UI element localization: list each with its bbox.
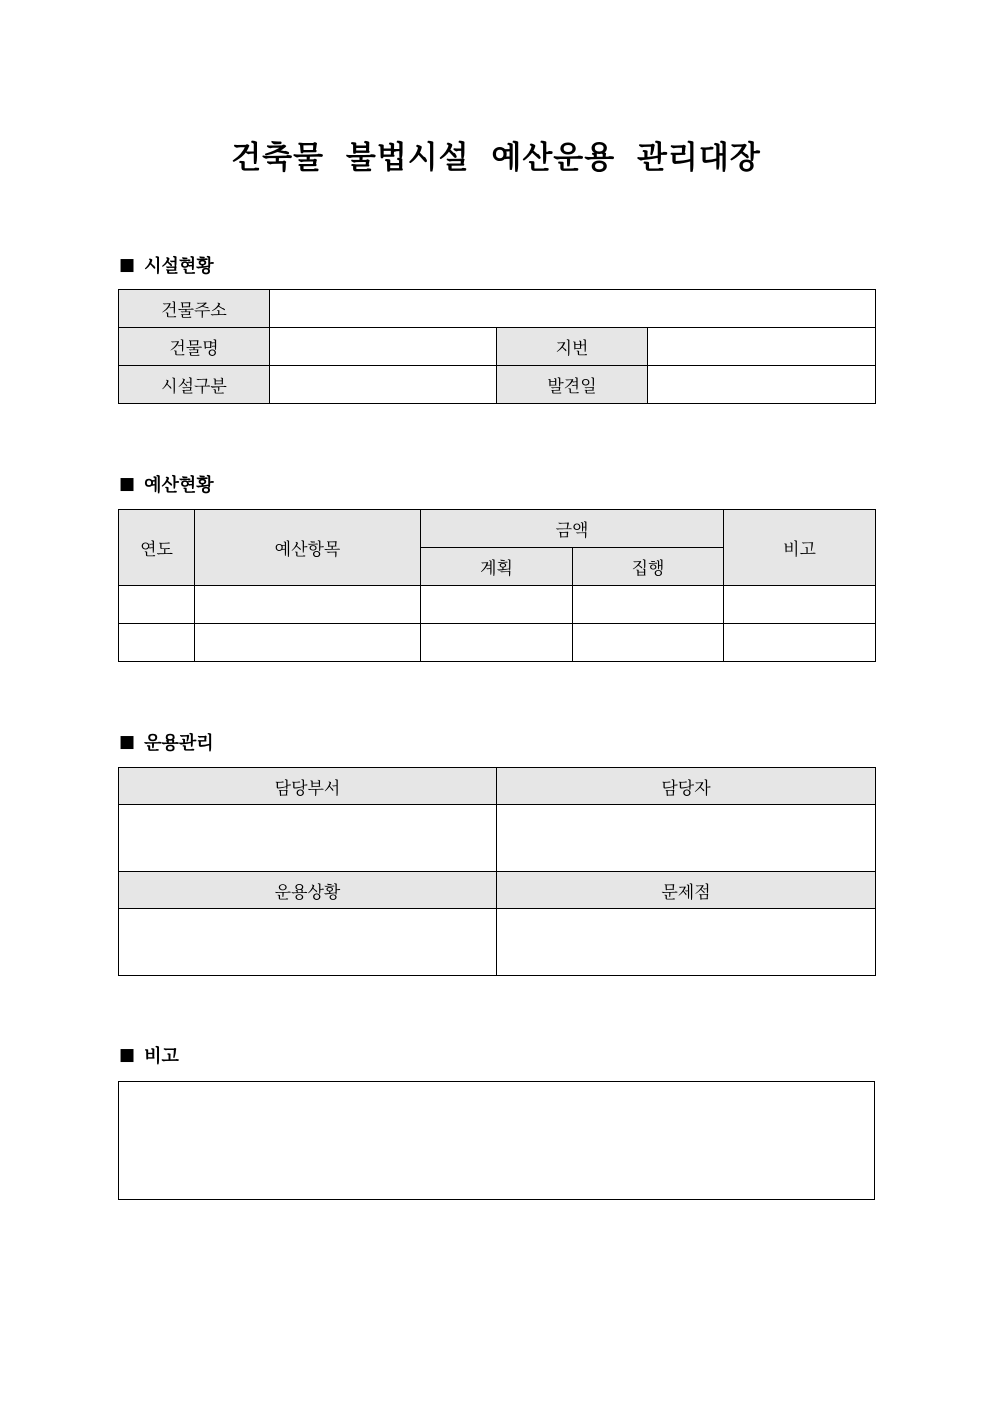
lot-number-field[interactable] bbox=[648, 328, 876, 366]
table-row bbox=[119, 586, 876, 624]
note-column-header: 비고 bbox=[724, 510, 876, 586]
operation-section-heading bbox=[119, 730, 214, 754]
amount-column-header: 금액 bbox=[421, 510, 724, 548]
manager-field[interactable] bbox=[497, 805, 876, 872]
plan-column-header: 계획 bbox=[421, 548, 573, 586]
execution-amount-cell[interactable] bbox=[573, 624, 724, 662]
discovery-date-field[interactable] bbox=[648, 366, 876, 404]
plan-amount-cell[interactable] bbox=[421, 624, 573, 662]
building-name-field[interactable] bbox=[270, 328, 497, 366]
address-label: 건물주소 bbox=[119, 290, 270, 328]
facility-type-field[interactable] bbox=[270, 366, 497, 404]
lot-number-label: 지번 bbox=[497, 328, 648, 366]
execution-column-header: 집행 bbox=[573, 548, 724, 586]
facility-heading-text: 시설현황 bbox=[144, 256, 214, 277]
year-cell[interactable] bbox=[119, 624, 195, 662]
issues-label: 문제점 bbox=[497, 872, 876, 909]
operation-status-field[interactable] bbox=[119, 909, 497, 976]
facility-section-heading bbox=[119, 253, 214, 277]
budget-item-cell[interactable] bbox=[195, 624, 421, 662]
manager-label: 담당자 bbox=[497, 768, 876, 805]
department-field[interactable] bbox=[119, 805, 497, 872]
note-cell[interactable] bbox=[724, 624, 876, 662]
remarks-section-heading bbox=[119, 1043, 179, 1067]
document-title: 건축물 불법시설 예산운용 관리대장 bbox=[231, 140, 761, 176]
remarks-table bbox=[118, 1081, 875, 1200]
execution-amount-cell[interactable] bbox=[573, 586, 724, 624]
year-column-header: 연도 bbox=[119, 510, 195, 586]
operation-heading-text: 운용관리 bbox=[144, 733, 214, 754]
discovery-date-label: 발견일 bbox=[497, 366, 648, 404]
issues-field[interactable] bbox=[497, 909, 876, 976]
remarks-field[interactable] bbox=[119, 1082, 875, 1200]
building-name-label: 건물명 bbox=[119, 328, 270, 366]
square-bullet-icon: ■ bbox=[119, 1045, 136, 1065]
facility-table bbox=[118, 289, 876, 404]
operation-status-label: 운용상황 bbox=[119, 872, 497, 909]
square-bullet-icon: ■ bbox=[119, 255, 136, 275]
table-row bbox=[119, 624, 876, 662]
budget-item-cell[interactable] bbox=[195, 586, 421, 624]
square-bullet-icon: ■ bbox=[119, 732, 136, 752]
budget-item-column-header: 예산항목 bbox=[195, 510, 421, 586]
note-cell[interactable] bbox=[724, 586, 876, 624]
budget-heading-text: 예산현황 bbox=[144, 475, 214, 496]
operation-table bbox=[118, 767, 876, 976]
square-bullet-icon: ■ bbox=[119, 474, 136, 494]
department-label: 담당부서 bbox=[119, 768, 497, 805]
budget-section-heading bbox=[119, 472, 214, 496]
plan-amount-cell[interactable] bbox=[421, 586, 573, 624]
budget-table bbox=[118, 509, 876, 662]
facility-type-label: 시설구분 bbox=[119, 366, 270, 404]
remarks-heading-text: 비고 bbox=[144, 1046, 179, 1067]
address-field[interactable] bbox=[270, 290, 876, 328]
year-cell[interactable] bbox=[119, 586, 195, 624]
